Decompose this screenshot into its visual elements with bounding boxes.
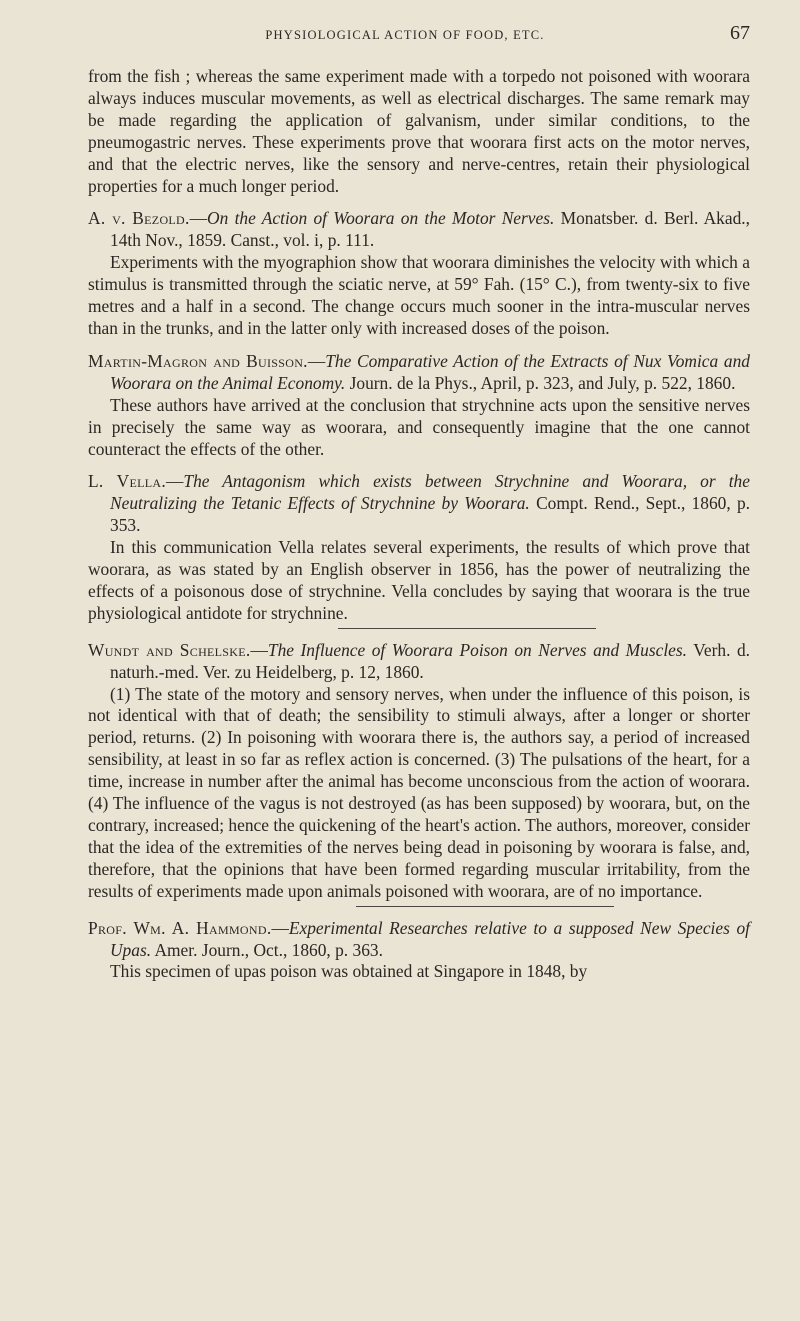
body-text — [88, 66, 750, 983]
entry-summary: Experiments with the myographion show that woorara diminishes the velocity with which a stimulus is transmitted through the sciatic nerve, at 59° Fah. (15° C.), from twenty-six to five metres and a half in a second. The change occurs much sooner in the intra-muscular nerves than in the trunks, and in the latter only with increased doses of the poison. — [88, 252, 750, 338]
entry-source: Compt. Rend., Sept., 1860, p. 353. — [110, 493, 750, 536]
separator-rule — [356, 906, 614, 907]
entry-summary: In this communication Vella relates several experiments, the results of which prove that woorara, as was stated by an English observer in 1856, has the power of neutralizing the effects of a poisonous dose of strychnine. Vella concludes by saying that woorara is the true physiological antidote for strychnine. — [88, 537, 750, 623]
entry-author: Martin-Magron and Buisson. — [88, 350, 308, 371]
intro-paragraph: from the fish ; whereas the same experiment made with a torpedo not poisoned with woorara always induces muscular movements, as well as electrical discharges. The same remark may be made regarding the application of galvanism, under similar conditions, to the pneumogastric nerves. These experiments prove that woorara first acts on the motor nerves, and that the electric nerves, like the sensory and nerve-centres, retain their physiological properties for a much longer period. — [88, 66, 750, 196]
entry-summary: These authors have arrived at the conclusion that strychnine acts upon the sensitive nerves in precisely the same way as woorara, and consequently imagine that the one cannot counteract the effects of the other. — [88, 394, 750, 459]
entry-title: The Comparative Action of the Extracts of Nux Vomica and Woorara on the Animal Economy. — [110, 350, 751, 393]
running-head: PHYSIOLOGICAL ACTION OF FOOD, ETC. — [265, 28, 545, 42]
page-number: 67 — [730, 22, 750, 44]
entry-author: Wundt and Schelske. — [88, 639, 251, 660]
citation: Wundt and Schelske.—The Influence of Woorara Poison on Nerves and Muscles. Verh. d. naturh.-med. Ver. zu Heidelberg, p. 12, 1860. — [88, 639, 750, 682]
entry-title: On the Action of Woorara on the Motor Nerves. — [207, 208, 555, 229]
entry-summary: This specimen of upas poison was obtained at Singapore in 1848, by — [110, 961, 588, 982]
bibliography-entry — [88, 918, 750, 984]
page-header — [60, 22, 750, 52]
bibliography-entry — [88, 640, 750, 907]
citation: A. v. Bezold.—On the Action of Woorara on the Motor Nerves. Monatsber. d. Berl. Akad., 14th Nov., 1859. Canst., vol. i, p. 111. — [88, 208, 750, 251]
entry-source: Journ. de la Phys., April, p. 323, and July, p. 522, 1860. — [349, 372, 736, 393]
entry-author: A. v. Bezold. — [88, 208, 190, 229]
entry-title: Experimental Researches relative to a supposed New Species of Upas. — [110, 917, 750, 960]
bibliography-entry — [88, 208, 750, 339]
entry-author: L. Vella. — [88, 471, 167, 492]
bibliography-entry — [88, 351, 750, 461]
entry-source: Amer. Journ., Oct., 1860, p. 363. — [154, 939, 383, 960]
citation: L. Vella.—The Antagonism which exists between Strychnine and Woorara, or the Neutralizing the Tetanic Effects of Strychnine by Woorara. Compt. Rend., Sept., 1860, p. 353. — [88, 471, 750, 536]
citation: Prof. Wm. A. Hammond.—Experimental Researches relative to a supposed New Species of Upas. Amer. Journ., Oct., 1860, p. 363. — [88, 917, 750, 960]
entry-title: The Influence of Woorara Poison on Nerves and Muscles. — [267, 639, 688, 660]
entry-author: Prof. Wm. A. Hammond. — [88, 917, 272, 938]
entry-summary: (1) The state of the motory and sensory nerves, when under the influence of this poison, is not identical with that of death; the sensibility to stimuli always, after a longer or shorter period, returns. (2) In poisoning with woorara there is, the authors say, a period of increased sensibility, at least in so far as reflex action is concerned. (3) The pulsations of the heart, for a time, increase in number after the animal has become unconscious from the action of woorara. (4) The influence of the vagus is not destroyed (as has been supposed) by woorara, but, on the contrary, increased; hence the quickening of the heart's action. The authors, moreover, consider that the idea of the extremities of the nerves being dead in poisoning by woorara is false, and, therefore, that the opinions that have been formed regarding muscular irritability, from the results of experiments made upon animals poisoned with woorara, are of no importance. — [88, 683, 750, 901]
entry-source: Verh. d. naturh.-med. Ver. zu Heidelberg, p. 12, 1860. — [110, 639, 750, 682]
entry-source: Monatsber. d. Berl. Akad., 14th Nov., 1859. Canst., vol. i, p. 111. — [110, 208, 750, 251]
separator-rule — [338, 628, 596, 629]
citation: Martin-Magron and Buisson.—The Comparative Action of the Extracts of Nux Vomica and Woorara on the Animal Economy. Journ. de la Phys., April, p. 323, and July, p. 522, 1860. — [88, 350, 751, 393]
bibliography-entry — [88, 471, 750, 628]
entry-title: The Antagonism which exists between Strychnine and Woorara, or the Neutralizing the Tetanic Effects of Strychnine by Woorara. — [110, 471, 750, 514]
